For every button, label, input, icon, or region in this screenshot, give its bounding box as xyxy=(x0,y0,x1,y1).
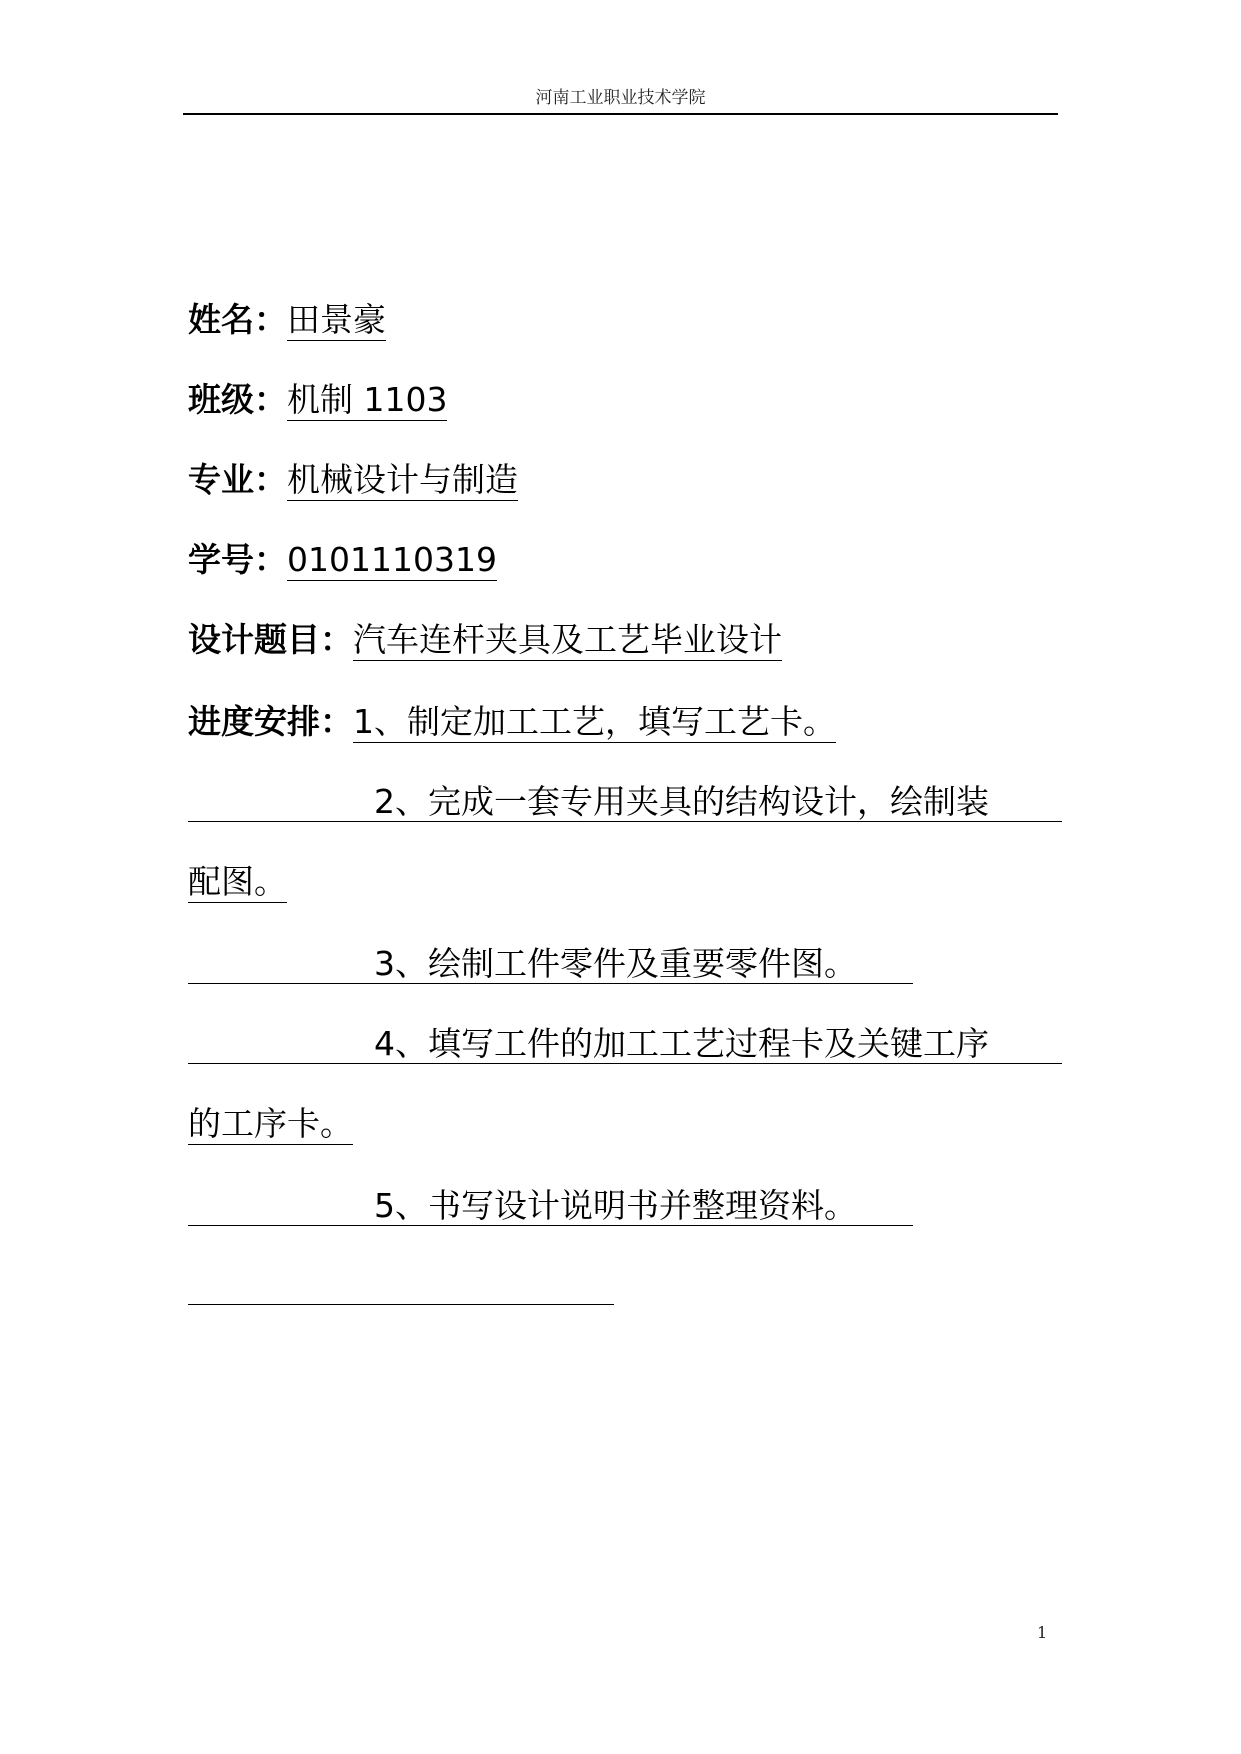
class-label: 班级： xyxy=(188,380,287,419)
topic-label: 设计题目： xyxy=(188,620,353,659)
schedule-label: 进度安排： xyxy=(188,702,353,741)
name-row xyxy=(188,300,386,340)
blank-underline xyxy=(188,1304,614,1305)
class-value: 机制 1103 xyxy=(287,380,448,419)
name-value: 田景豪 xyxy=(287,300,386,339)
schedule-item-1: 1、制定加工工艺，填写工艺卡。 xyxy=(353,702,836,741)
schedule-item-4: 4、填写工件的加工工艺过程卡及关键工序 xyxy=(374,1024,989,1063)
topic-value: 汽车连杆夹具及工艺毕业设计 xyxy=(353,620,782,659)
id-row xyxy=(188,540,497,580)
id-label: 学号： xyxy=(188,540,287,579)
topic-row xyxy=(188,620,782,660)
id-value: 0101110319 xyxy=(287,540,497,579)
schedule-item-5: 5、书写设计说明书并整理资料。 xyxy=(374,1186,857,1225)
page-header: 河南工业职业技术学院 xyxy=(535,88,706,108)
schedule-item-3: 3、绘制工件零件及重要零件图。 xyxy=(374,944,857,983)
schedule-item-2: 2、完成一套专用夹具的结构设计，绘制装 xyxy=(374,782,989,821)
class-row xyxy=(188,380,447,420)
page-number: 1 xyxy=(1037,1623,1048,1642)
name-label: 姓名： xyxy=(188,300,287,339)
major-value: 机械设计与制造 xyxy=(287,460,518,499)
schedule-row xyxy=(188,702,836,742)
schedule-item-2-cont: 配图。 xyxy=(188,862,287,901)
header-rule xyxy=(183,113,1058,115)
schedule-item-4-cont: 的工序卡。 xyxy=(188,1104,353,1143)
major-label: 专业： xyxy=(188,460,287,499)
major-row xyxy=(188,460,518,500)
